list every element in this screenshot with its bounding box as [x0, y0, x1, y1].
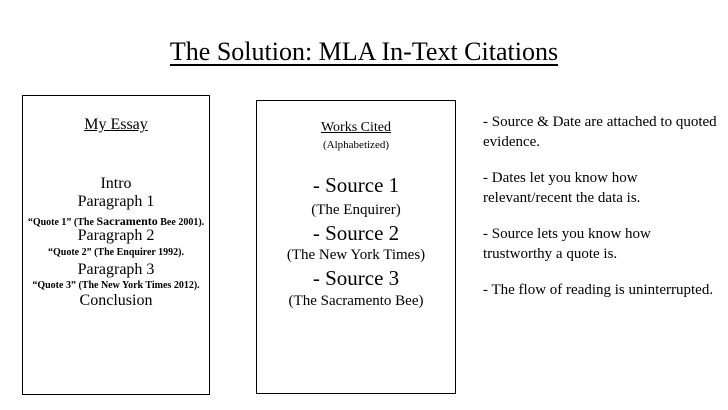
works-cited-subheading: (Alphabetized): [323, 139, 389, 151]
essay-quote-2: “Quote 2” (The Enquirer 1992).: [47, 247, 185, 258]
works-cited-source-1-name: (The Enquirer): [311, 202, 401, 218]
works-cited-source-2-name: (The New York Times): [286, 247, 426, 263]
notes-list: [483, 112, 719, 316]
essay-quote-3: “Quote 3” (The New York Times 2012).: [32, 280, 200, 291]
works-cited-source-3-name: (The Sacramento Bee): [288, 293, 424, 309]
essay-paragraph-2: Paragraph 2: [77, 227, 155, 244]
note-item: - Source lets you know how trustworthy a quote is.: [483, 226, 651, 262]
note-item: - The flow of reading is uninterrupted.: [483, 282, 714, 298]
works-cited-heading: Works Cited: [320, 120, 392, 135]
note-item: - Source & Date are attached to quoted evidence.: [483, 114, 717, 150]
works-cited-box: [256, 100, 456, 394]
works-cited-source-2: - Source 2: [312, 221, 400, 245]
works-cited-source-3: - Source 3: [312, 266, 400, 290]
quote-1-prefix: “Quote 1” (The: [27, 217, 97, 228]
essay-heading: My Essay: [84, 116, 148, 133]
essay-paragraph-3: Paragraph 3: [77, 261, 155, 278]
works-cited-source-1: - Source 1: [312, 173, 400, 197]
quote-1-suffix: Bee 2001).: [157, 217, 205, 228]
note-item: - Dates let you know how relevant/recent the data is.: [483, 170, 641, 206]
essay-intro: Intro: [100, 175, 132, 192]
essay-box: [22, 95, 210, 395]
essay-paragraph-1: Paragraph 1: [77, 193, 155, 210]
quote-1-source-word: Sacramento: [96, 214, 158, 228]
slide-title: The Solution: MLA In-Text Citations: [169, 37, 559, 66]
essay-conclusion: Conclusion: [79, 292, 153, 309]
